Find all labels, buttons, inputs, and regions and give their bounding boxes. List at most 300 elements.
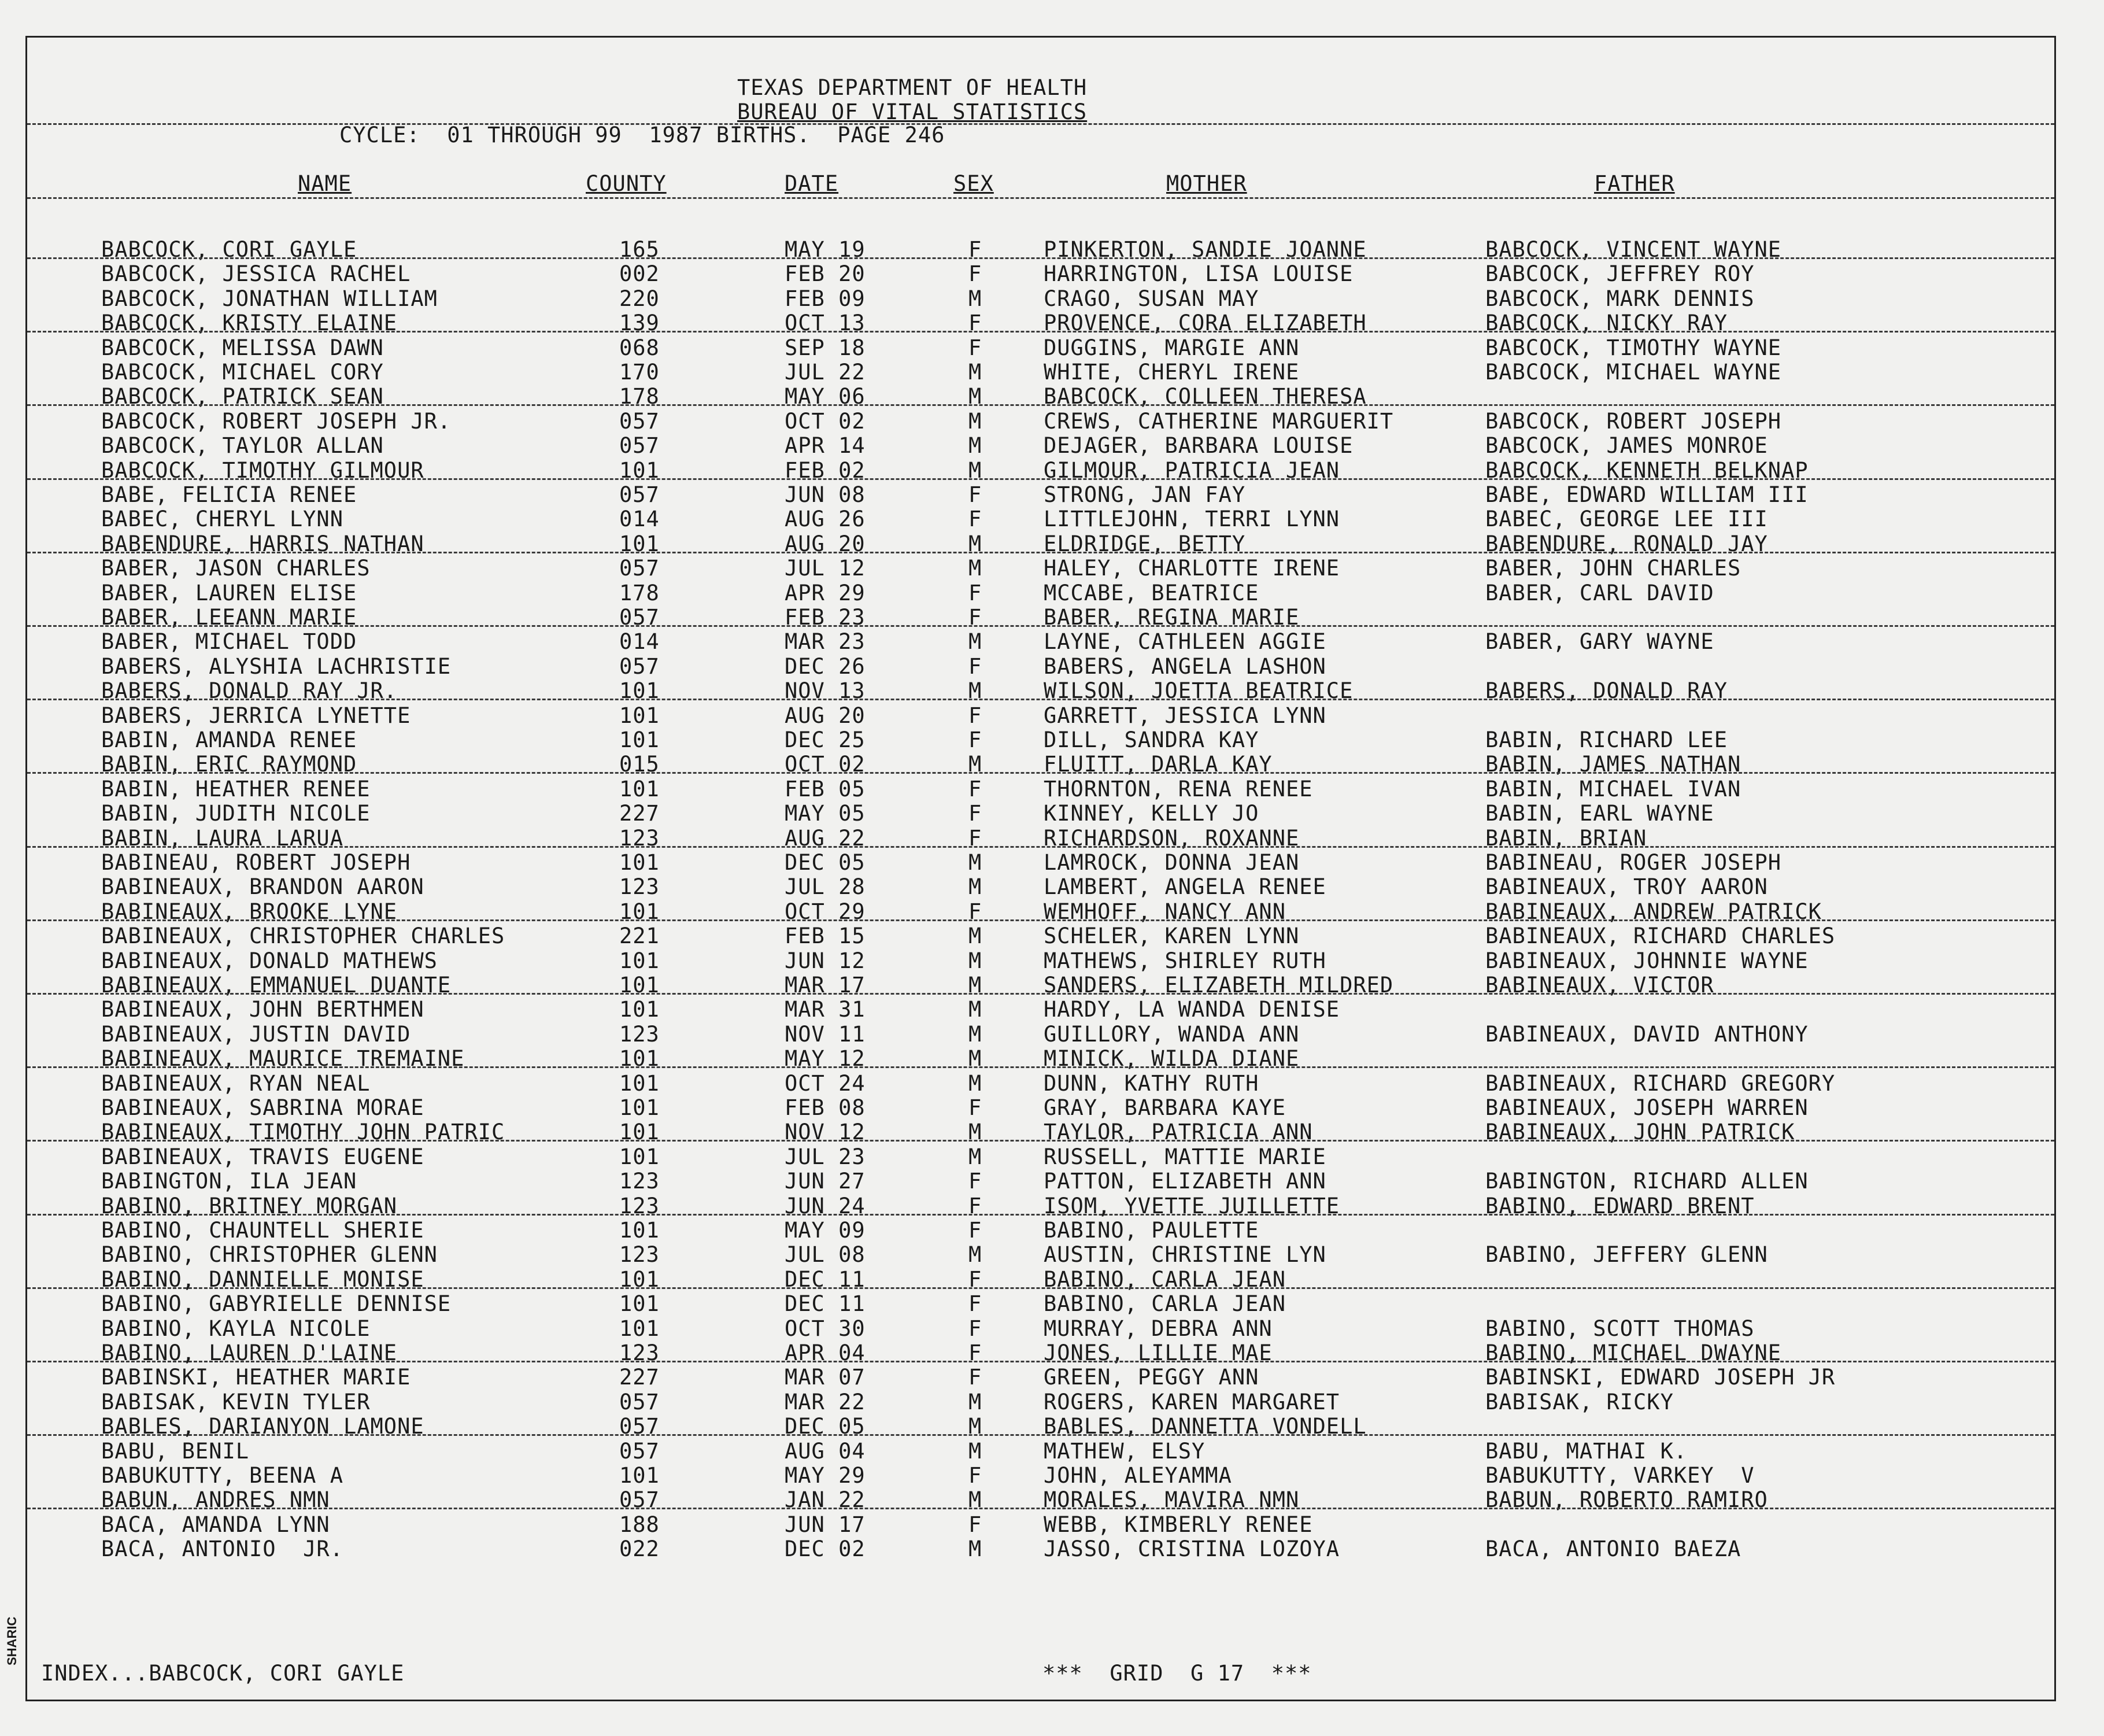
- cell-sex: M: [968, 752, 982, 777]
- cell-county: 014: [619, 629, 660, 655]
- cell-sex: F: [968, 1365, 982, 1390]
- cell-mother: GILMOUR, PATRICIA JEAN: [1044, 457, 1340, 483]
- cell-county: 178: [619, 384, 660, 409]
- row-group-divider: [27, 1434, 2054, 1436]
- cell-county: 101: [619, 1463, 660, 1488]
- cell-date: FEB 09: [785, 286, 866, 311]
- cell-mother: WEMHOFF, NANCY ANN: [1044, 899, 1286, 924]
- cell-mother: AUSTIN, CHRISTINE LYN: [1044, 1242, 1326, 1268]
- cell-county: 101: [619, 727, 660, 752]
- cell-date: NOV 13: [785, 678, 866, 704]
- cell-sex: M: [968, 1046, 982, 1072]
- cell-name: BABER, MICHAEL TODD: [101, 629, 357, 655]
- cell-date: MAY 06: [785, 384, 866, 409]
- cell-date: DEC 25: [785, 727, 866, 752]
- row-group-divider: [27, 552, 2054, 553]
- cell-date: OCT 13: [785, 311, 866, 336]
- cell-date: MAR 23: [785, 629, 866, 655]
- table-row: [27, 1072, 2058, 1096]
- cell-name: BABIN, HEATHER RENEE: [101, 776, 371, 801]
- cell-father: BABINEAUX, RICHARD GREGORY: [1485, 1070, 1836, 1096]
- cell-mother: WHITE, CHERYL IRENE: [1044, 360, 1300, 385]
- cell-name: BABE, FELICIA RENEE: [101, 482, 357, 507]
- table-row: [27, 1145, 2058, 1169]
- cell-father: BABINO, MICHAEL DWAYNE: [1485, 1340, 1782, 1365]
- cell-date: MAY 09: [785, 1218, 866, 1243]
- table-row: [27, 777, 2058, 801]
- cell-father: BABIN, EARL WAYNE: [1485, 801, 1714, 826]
- cell-county: 123: [619, 874, 660, 900]
- cell-sex: M: [968, 1070, 982, 1096]
- column-header-name: NAME: [298, 171, 352, 196]
- cell-mother: TAYLOR, PATRICIA ANN: [1044, 1120, 1313, 1145]
- cell-mother: ROGERS, KAREN MARGARET: [1044, 1389, 1340, 1414]
- cell-name: BABINO, DANNIELLE MONISE: [101, 1266, 424, 1292]
- table-row: [27, 581, 2058, 605]
- side-label: SHARIC: [5, 1616, 19, 1665]
- table-row: [27, 556, 2058, 581]
- cell-date: DEC 02: [785, 1536, 866, 1562]
- cell-county: 057: [619, 653, 660, 679]
- cell-mother: BABINO, PAULETTE: [1044, 1218, 1259, 1243]
- cell-sex: F: [968, 1266, 982, 1292]
- table-row: [27, 875, 2058, 899]
- cell-county: 101: [619, 1316, 660, 1341]
- row-group-divider: [27, 625, 2054, 627]
- table-row: [27, 728, 2058, 752]
- cell-sex: F: [968, 1169, 982, 1194]
- row-group-divider: [27, 1140, 2054, 1142]
- cell-sex: M: [968, 1438, 982, 1464]
- table-row: [27, 801, 2058, 826]
- cell-father: BABENDURE, RONALD JAY: [1485, 531, 1768, 556]
- cell-date: MAY 12: [785, 1046, 866, 1072]
- cell-sex: F: [968, 801, 982, 826]
- cell-date: JUN 08: [785, 482, 866, 507]
- cell-date: OCT 02: [785, 752, 866, 777]
- column-header-divider: [27, 197, 2054, 199]
- cell-mother: HARRINGTON, LISA LOUISE: [1044, 261, 1354, 287]
- column-header-father: FATHER: [1594, 171, 1675, 196]
- cell-date: MAY 19: [785, 237, 866, 262]
- cell-sex: F: [968, 1218, 982, 1243]
- cell-sex: M: [968, 1242, 982, 1268]
- cell-name: BABER, LEEANN MARIE: [101, 605, 357, 630]
- cell-county: 057: [619, 1389, 660, 1414]
- cell-father: BABCOCK, ROBERT JOSEPH: [1485, 408, 1782, 434]
- cell-sex: F: [968, 261, 982, 287]
- cell-mother: WEBB, KIMBERLY RENEE: [1044, 1512, 1313, 1537]
- cell-county: 178: [619, 580, 660, 605]
- cell-mother: BABINO, CARLA JEAN: [1044, 1266, 1286, 1292]
- cell-county: 057: [619, 433, 660, 459]
- cell-name: BACA, AMANDA LYNN: [101, 1512, 330, 1537]
- cell-sex: F: [968, 825, 982, 851]
- cell-name: BABINEAUX, CHRISTOPHER CHARLES: [101, 924, 505, 949]
- cell-date: FEB 05: [785, 776, 866, 801]
- table-row: [27, 851, 2058, 875]
- cell-father: BABE, EDWARD WILLIAM III: [1485, 482, 1809, 507]
- cell-father: BABINEAU, ROGER JOSEPH: [1485, 850, 1782, 875]
- cell-date: MAR 17: [785, 973, 866, 998]
- cell-sex: F: [968, 727, 982, 752]
- cell-mother: GREEN, PEGGY ANN: [1044, 1365, 1259, 1390]
- cell-date: FEB 15: [785, 924, 866, 949]
- cell-sex: M: [968, 678, 982, 704]
- column-header-sex: SEX: [953, 171, 994, 196]
- cell-county: 139: [619, 311, 660, 336]
- cell-mother: DUGGINS, MARGIE ANN: [1044, 335, 1300, 360]
- table-row: [27, 1218, 2058, 1243]
- cell-name: BABLES, DARIANYON LAMONE: [101, 1414, 424, 1439]
- table-row: [27, 409, 2058, 434]
- cell-name: BABCOCK, MICHAEL CORY: [101, 360, 384, 385]
- cell-father: BABERS, DONALD RAY: [1485, 678, 1728, 704]
- cell-father: BABER, CARL DAVID: [1485, 580, 1714, 605]
- table-row: [27, 630, 2058, 654]
- cell-father: BABER, JOHN CHARLES: [1485, 556, 1741, 581]
- cell-date: OCT 24: [785, 1070, 866, 1096]
- cell-sex: F: [968, 899, 982, 924]
- cell-name: BABCOCK, PATRICK SEAN: [101, 384, 384, 409]
- cell-county: 221: [619, 924, 660, 949]
- cell-mother: MATHEW, ELSY: [1044, 1438, 1206, 1464]
- cell-father: BABIN, BRIAN: [1485, 825, 1647, 851]
- cell-name: BABINO, CHRISTOPHER GLENN: [101, 1242, 438, 1268]
- cell-father: BABINO, SCOTT THOMAS: [1485, 1316, 1755, 1341]
- table-row: [27, 1317, 2058, 1341]
- cell-sex: M: [968, 531, 982, 556]
- column-header-mother: MOTHER: [1166, 171, 1247, 196]
- cell-father: BABINEAUX, VICTOR: [1485, 973, 1714, 998]
- cell-father: BABCOCK, MICHAEL WAYNE: [1485, 360, 1782, 385]
- cell-sex: M: [968, 629, 982, 655]
- cell-county: 123: [619, 1242, 660, 1268]
- cell-father: BABCOCK, MARK DENNIS: [1485, 286, 1755, 311]
- cell-county: 101: [619, 1266, 660, 1292]
- cell-county: 057: [619, 1438, 660, 1464]
- cell-county: 101: [619, 997, 660, 1022]
- cell-county: 057: [619, 408, 660, 434]
- cell-county: 057: [619, 1487, 660, 1513]
- cell-name: BABIN, ERIC RAYMOND: [101, 752, 357, 777]
- cell-sex: M: [968, 384, 982, 409]
- cell-name: BABCOCK, ROBERT JOSEPH JR.: [101, 408, 452, 434]
- cell-name: BABIN, AMANDA RENEE: [101, 727, 357, 752]
- cell-date: MAR 22: [785, 1389, 866, 1414]
- cell-mother: LAMROCK, DONNA JEAN: [1044, 850, 1300, 875]
- table-row: [27, 1439, 2058, 1464]
- cell-sex: M: [968, 1389, 982, 1414]
- cell-mother: ISOM, YVETTE JUILLETTE: [1044, 1193, 1340, 1218]
- cell-county: 101: [619, 457, 660, 483]
- cell-mother: RICHARDSON, ROXANNE: [1044, 825, 1300, 851]
- cell-county: 057: [619, 1414, 660, 1439]
- cell-name: BABINO, LAUREN D'LAINE: [101, 1340, 398, 1365]
- cell-sex: F: [968, 1512, 982, 1537]
- cell-county: 227: [619, 1365, 660, 1390]
- row-group-divider: [27, 1361, 2054, 1362]
- cell-sex: F: [968, 237, 982, 262]
- table-row: [27, 1365, 2058, 1390]
- cell-name: BABINEAU, ROBERT JOSEPH: [101, 850, 411, 875]
- cell-name: BACA, ANTONIO JR.: [101, 1536, 343, 1562]
- cell-county: 101: [619, 1095, 660, 1120]
- cell-mother: JOHN, ALEYAMMA: [1044, 1463, 1232, 1488]
- cell-sex: F: [968, 311, 982, 336]
- cell-sex: M: [968, 948, 982, 973]
- cell-name: BABINEAUX, JUSTIN DAVID: [101, 1021, 411, 1047]
- cell-mother: PINKERTON, SANDIE JOANNE: [1044, 237, 1367, 262]
- cell-county: 101: [619, 1120, 660, 1145]
- cell-date: JUL 22: [785, 360, 866, 385]
- cell-mother: GARRETT, JESSICA LYNN: [1044, 703, 1326, 728]
- cell-date: JUL 23: [785, 1144, 866, 1169]
- cell-sex: M: [968, 360, 982, 385]
- cell-father: BABINEAUX, ANDREW PATRICK: [1485, 899, 1822, 924]
- cell-name: BABINEAUX, TRAVIS EUGENE: [101, 1144, 424, 1169]
- cell-name: BABINEAUX, SABRINA MORAE: [101, 1095, 424, 1120]
- cell-date: SEP 18: [785, 335, 866, 360]
- cell-county: 123: [619, 1021, 660, 1047]
- cell-name: BABINEAUX, EMMANUEL DUANTE: [101, 973, 452, 998]
- cell-sex: F: [968, 776, 982, 801]
- cell-date: JUL 12: [785, 556, 866, 581]
- cell-date: MAY 29: [785, 1463, 866, 1488]
- cell-mother: HARDY, LA WANDA DENISE: [1044, 997, 1340, 1022]
- cell-mother: MORALES, MAVIRA NMN: [1044, 1487, 1300, 1513]
- cell-mother: FLUITT, DARLA KAY: [1044, 752, 1273, 777]
- cell-name: BABISAK, KEVIN TYLER: [101, 1389, 371, 1414]
- cell-name: BABINO, BRITNEY MORGAN: [101, 1193, 398, 1218]
- cell-sex: F: [968, 1316, 982, 1341]
- cell-mother: SCHELER, KAREN LYNN: [1044, 924, 1300, 949]
- cell-father: BABINO, JEFFERY GLENN: [1485, 1242, 1768, 1268]
- cell-county: 057: [619, 482, 660, 507]
- cell-name: BABINEAUX, TIMOTHY JOHN PATRIC: [101, 1120, 505, 1145]
- table-row: [27, 336, 2058, 360]
- cell-name: BABCOCK, MELISSA DAWN: [101, 335, 384, 360]
- cell-date: DEC 05: [785, 1414, 866, 1439]
- row-group-divider: [27, 404, 2054, 406]
- cell-county: 101: [619, 1291, 660, 1317]
- cell-name: BABCOCK, JONATHAN WILLIAM: [101, 286, 438, 311]
- header-title: TEXAS DEPARTMENT OF HEALTH: [737, 75, 1088, 100]
- cell-date: FEB 08: [785, 1095, 866, 1120]
- cell-date: AUG 20: [785, 703, 866, 728]
- cell-date: MAY 05: [785, 801, 866, 826]
- cell-date: AUG 20: [785, 531, 866, 556]
- cell-name: BABCOCK, JESSICA RACHEL: [101, 261, 411, 287]
- cell-sex: F: [968, 1095, 982, 1120]
- cell-sex: F: [968, 1291, 982, 1317]
- cell-date: OCT 30: [785, 1316, 866, 1341]
- row-group-divider: [27, 772, 2054, 774]
- cell-mother: CREWS, CATHERINE MARGUERIT: [1044, 408, 1394, 434]
- cell-date: DEC 05: [785, 850, 866, 875]
- table-row: [27, 1390, 2058, 1414]
- cell-county: 227: [619, 801, 660, 826]
- row-group-divider: [27, 919, 2054, 921]
- cell-mother: RUSSELL, MATTIE MARIE: [1044, 1144, 1326, 1169]
- cell-date: DEC 11: [785, 1266, 866, 1292]
- cell-sex: F: [968, 605, 982, 630]
- cell-name: BABERS, DONALD RAY JR.: [101, 678, 398, 704]
- cell-mother: DEJAGER, BARBARA LOUISE: [1044, 433, 1354, 459]
- row-group-divider: [27, 846, 2054, 848]
- cell-county: 101: [619, 1046, 660, 1072]
- cell-county: 101: [619, 899, 660, 924]
- cell-sex: M: [968, 924, 982, 949]
- cell-sex: M: [968, 1021, 982, 1047]
- row-group-divider: [27, 1508, 2054, 1509]
- cell-name: BABINO, KAYLA NICOLE: [101, 1316, 371, 1341]
- cell-father: BABCOCK, KENNETH BELKNAP: [1485, 457, 1809, 483]
- cell-date: AUG 26: [785, 507, 866, 532]
- cell-mother: JASSO, CRISTINA LOZOYA: [1044, 1536, 1340, 1562]
- cell-name: BABINSKI, HEATHER MARIE: [101, 1365, 411, 1390]
- cell-name: BABENDURE, HARRIS NATHAN: [101, 531, 424, 556]
- cell-name: BABCOCK, TAYLOR ALLAN: [101, 433, 384, 459]
- cell-name: BABCOCK, CORI GAYLE: [101, 237, 357, 262]
- cell-mother: DUNN, KATHY RUTH: [1044, 1070, 1259, 1096]
- cell-sex: F: [968, 482, 982, 507]
- footer-index: INDEX...BABCOCK, CORI GAYLE: [41, 1661, 405, 1686]
- cell-county: 022: [619, 1536, 660, 1562]
- cell-mother: BABINO, CARLA JEAN: [1044, 1291, 1286, 1317]
- cell-mother: DILL, SANDRA KAY: [1044, 727, 1259, 752]
- cell-date: MAR 07: [785, 1365, 866, 1390]
- cell-sex: F: [968, 507, 982, 532]
- row-group-divider: [27, 1214, 2054, 1216]
- cell-mother: GRAY, BARBARA KAYE: [1044, 1095, 1286, 1120]
- cell-sex: M: [968, 433, 982, 459]
- cell-name: BABINEAUX, MAURICE TREMAINE: [101, 1046, 465, 1072]
- cell-mother: BABERS, ANGELA LASHON: [1044, 653, 1326, 679]
- cell-father: BABIN, RICHARD LEE: [1485, 727, 1728, 752]
- cell-mother: LAYNE, CATHLEEN AGGIE: [1044, 629, 1326, 655]
- cell-mother: CRAGO, SUSAN MAY: [1044, 286, 1259, 311]
- cell-county: 057: [619, 556, 660, 581]
- cell-mother: GUILLORY, WANDA ANN: [1044, 1021, 1300, 1047]
- table-row: [27, 1513, 2058, 1537]
- cell-date: JUN 17: [785, 1512, 866, 1537]
- cell-mother: JONES, LILLIE MAE: [1044, 1340, 1273, 1365]
- cell-name: BABINEAUX, BROOKE LYNE: [101, 899, 398, 924]
- cell-date: JUL 08: [785, 1242, 866, 1268]
- cell-sex: M: [968, 1536, 982, 1562]
- cell-father: BABISAK, RICKY: [1485, 1389, 1674, 1414]
- table-row: [27, 704, 2058, 728]
- table-row: [27, 924, 2058, 948]
- cell-sex: F: [968, 335, 982, 360]
- cell-father: BABIN, MICHAEL IVAN: [1485, 776, 1741, 801]
- cell-sex: F: [968, 653, 982, 679]
- table-row: [27, 1022, 2058, 1047]
- cell-county: 188: [619, 1512, 660, 1537]
- cell-date: APR 14: [785, 433, 866, 459]
- cell-mother: WILSON, JOETTA BEATRICE: [1044, 678, 1354, 704]
- cell-date: AUG 22: [785, 825, 866, 851]
- cell-mother: BABLES, DANNETTA VONDELL: [1044, 1414, 1367, 1439]
- cell-mother: SANDERS, ELIZABETH MILDRED: [1044, 973, 1394, 998]
- cell-name: BABINO, CHAUNTELL SHERIE: [101, 1218, 424, 1243]
- cell-father: BABINEAUX, JOHN PATRICK: [1485, 1120, 1795, 1145]
- cell-name: BABU, BENIL: [101, 1438, 250, 1464]
- cell-county: 101: [619, 1144, 660, 1169]
- cell-mother: ELDRIDGE, BETTY: [1044, 531, 1246, 556]
- cell-sex: F: [968, 1463, 982, 1488]
- table-row: [27, 949, 2058, 973]
- cell-name: BABINEAUX, DONALD MATHEWS: [101, 948, 438, 973]
- table-row: [27, 1292, 2058, 1316]
- cell-mother: MINICK, WILDA DIANE: [1044, 1046, 1300, 1072]
- header-bureau: BUREAU OF VITAL STATISTICS: [737, 99, 1088, 124]
- cell-date: NOV 11: [785, 1021, 866, 1047]
- header-divider: [27, 123, 2054, 125]
- cell-mother: THORNTON, RENA RENEE: [1044, 776, 1313, 801]
- cell-date: APR 04: [785, 1340, 866, 1365]
- cell-date: NOV 12: [785, 1120, 866, 1145]
- cell-date: OCT 29: [785, 899, 866, 924]
- cell-name: BABERS, ALYSHIA LACHRISTIE: [101, 653, 452, 679]
- cell-county: 220: [619, 286, 660, 311]
- cell-sex: M: [968, 1120, 982, 1145]
- cell-date: DEC 11: [785, 1291, 866, 1317]
- cell-name: BABIN, JUDITH NICOLE: [101, 801, 371, 826]
- cell-father: BABCOCK, JEFFREY ROY: [1485, 261, 1755, 287]
- cell-name: BABER, JASON CHARLES: [101, 556, 371, 581]
- cell-sex: M: [968, 973, 982, 998]
- cell-county: 123: [619, 1193, 660, 1218]
- cell-sex: F: [968, 1193, 982, 1218]
- cell-sex: M: [968, 408, 982, 434]
- cell-county: 101: [619, 703, 660, 728]
- cell-father: BABINEAUX, JOSEPH WARREN: [1485, 1095, 1809, 1120]
- cell-father: BABER, GARY WAYNE: [1485, 629, 1714, 655]
- row-group-divider: [27, 993, 2054, 995]
- cell-father: BACA, ANTONIO BAEZA: [1485, 1536, 1741, 1562]
- cell-father: BABUKUTTY, VARKEY V: [1485, 1463, 1755, 1488]
- cell-father: BABINEAUX, RICHARD CHARLES: [1485, 924, 1836, 949]
- cell-sex: M: [968, 874, 982, 900]
- cell-father: BABCOCK, TIMOTHY WAYNE: [1485, 335, 1782, 360]
- table-row: [27, 1537, 2058, 1561]
- table-row: [27, 434, 2058, 458]
- cell-father: BABUN, ROBERTO RAMIRO: [1485, 1487, 1768, 1513]
- cell-name: BABCOCK, KRISTY ELAINE: [101, 311, 398, 336]
- table-row: [27, 998, 2058, 1022]
- cell-name: BABIN, LAURA LARUA: [101, 825, 343, 851]
- cell-father: BABCOCK, JAMES MONROE: [1485, 433, 1768, 459]
- cell-name: BABINEAUX, RYAN NEAL: [101, 1070, 371, 1096]
- cell-county: 123: [619, 825, 660, 851]
- table-row: [27, 262, 2058, 286]
- cell-county: 123: [619, 1169, 660, 1194]
- cell-county: 101: [619, 850, 660, 875]
- cell-mother: PROVENCE, CORA ELIZABETH: [1044, 311, 1367, 336]
- row-group-divider: [27, 1066, 2054, 1068]
- cell-date: FEB 23: [785, 605, 866, 630]
- cell-county: 165: [619, 237, 660, 262]
- cell-county: 014: [619, 507, 660, 532]
- row-group-divider: [27, 1287, 2054, 1289]
- cell-name: BABINO, GABYRIELLE DENNISE: [101, 1291, 452, 1317]
- table-row: [27, 1243, 2058, 1267]
- cell-sex: M: [968, 457, 982, 483]
- cell-county: 015: [619, 752, 660, 777]
- cell-mother: BABCOCK, COLLEEN THERESA: [1044, 384, 1367, 409]
